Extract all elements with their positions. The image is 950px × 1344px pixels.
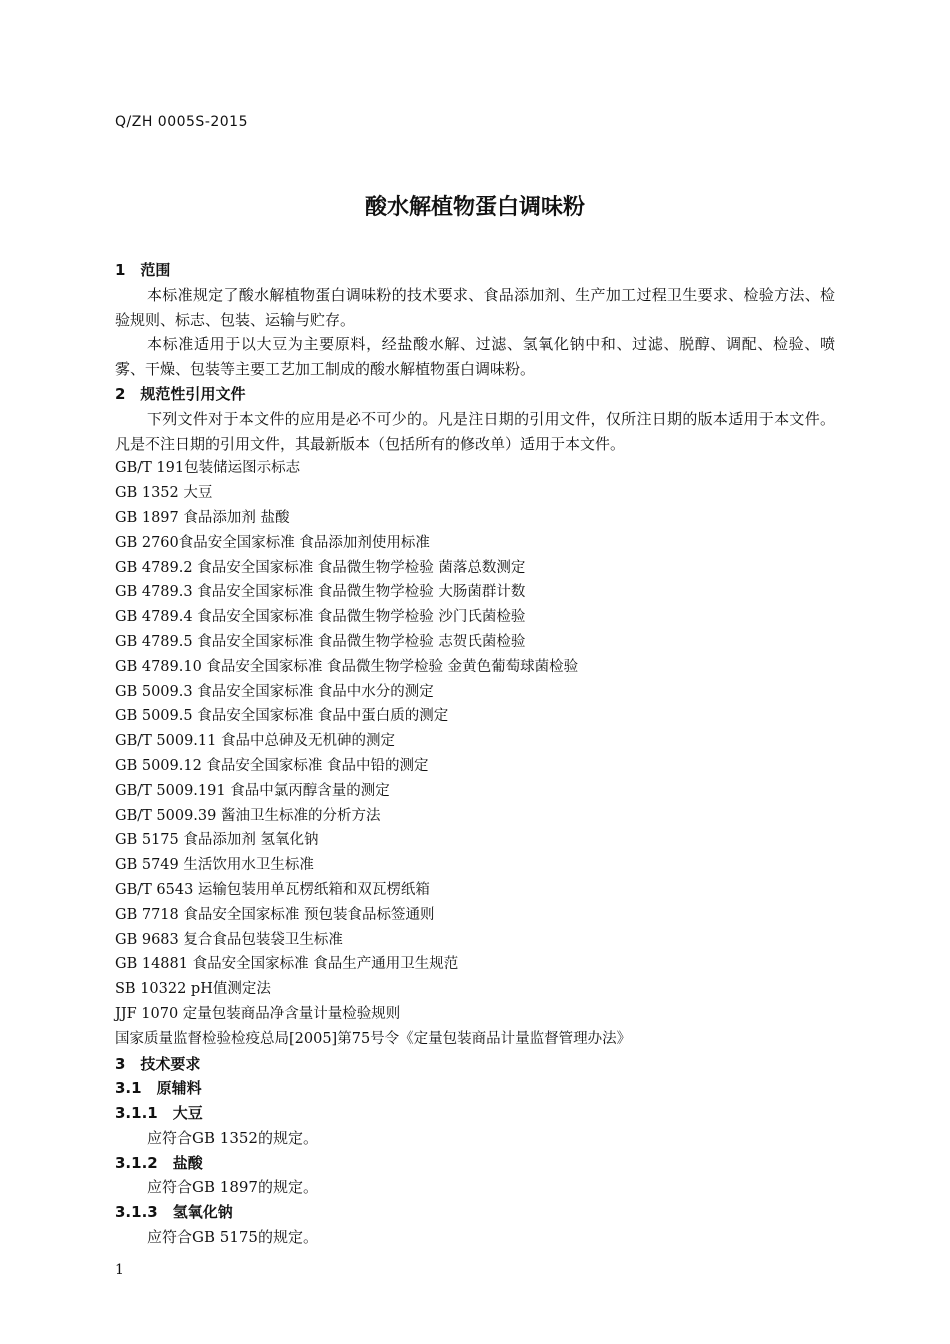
reference-item: SB 10322 pH值测定法	[115, 981, 271, 998]
reference-item: JJF 1070 定量包装商品净含量计量检验规则	[115, 1005, 401, 1022]
section-3-1-2-heading: 3.1.2 盐酸	[115, 1153, 203, 1172]
section-3-1-2-text: 应符合GB 1897的规定。	[147, 1178, 318, 1197]
reference-item: GB 4789.4 食品安全国家标准 食品微生物学检验 沙门氏菌检验	[115, 609, 526, 626]
document-body	[115, 258, 835, 1250]
reference-item: 国家质量监督检验检疫总局[2005]第75号令《定量包装商品计量监督管理办法》	[115, 1030, 632, 1047]
document-title: 酸水解植物蛋白调味粉	[364, 195, 585, 220]
section-3-1-1-heading: 3.1.1 大豆	[115, 1104, 203, 1123]
reference-item: GB/T 191包装储运图示标志	[115, 460, 301, 477]
reference-item: GB 4789.2 食品安全国家标准 食品微生物学检验 菌落总数测定	[115, 559, 526, 576]
reference-item: GB 5009.3 食品安全国家标准 食品中水分的测定	[115, 683, 434, 700]
reference-item: GB 4789.3 食品安全国家标准 食品微生物学检验 大肠菌群计数	[115, 584, 526, 601]
reference-item: GB 5009.12 食品安全国家标准 食品中铅的测定	[115, 757, 429, 774]
reference-list	[115, 456, 835, 1051]
section-2-heading: 2 规范性引用文件	[115, 384, 246, 403]
section-1-paragraph-1: 本标准规定了酸水解植物蛋白调味粉的技术要求、食品添加剂、生产加工过程卫生要求、检验方法、检验规则、标志、包装、运输与贮存。	[115, 285, 835, 329]
standard-code: Q/ZH 0005S-2015	[115, 114, 249, 130]
reference-item: GB 5175 食品添加剂 氢氧化钠	[115, 832, 319, 849]
section-3-1-1-text: 应符合GB 1352的规定。	[147, 1128, 318, 1147]
reference-item: GB 9683 复合食品包装袋卫生标准	[115, 931, 343, 948]
reference-item: GB 2760食品安全国家标准 食品添加剂使用标准	[115, 534, 430, 551]
reference-item: GB/T 5009.39 酱油卫生标准的分析方法	[115, 807, 381, 824]
section-1-heading: 1 范围	[115, 261, 171, 279]
reference-item: GB 5749 生活饮用水卫生标准	[115, 857, 314, 874]
reference-item: GB 14881 食品安全国家标准 食品生产通用卫生规范	[115, 956, 459, 973]
reference-item: GB 7718 食品安全国家标准 预包装食品标签通则	[115, 906, 435, 923]
section-3-1-heading: 3.1 原辅料	[115, 1079, 202, 1098]
section-3-1-3-heading: 3.1.3 氢氧化钠	[115, 1203, 233, 1222]
page-number: 1	[115, 1262, 124, 1278]
section-3-1-3-text: 应符合GB 5175的规定。	[147, 1228, 318, 1247]
reference-item: GB/T 5009.11 食品中总砷及无机砷的测定	[115, 733, 395, 750]
reference-item: GB 1897 食品添加剂 盐酸	[115, 509, 290, 526]
reference-item: GB 5009.5 食品安全国家标准 食品中蛋白质的测定	[115, 708, 449, 725]
section-1-paragraph-2: 本标准适用于以大豆为主要原料，经盐酸水解、过滤、氢氧化钠中和、过滤、脱醇、调配、检验、喷雾、干燥、包装等主要工艺加工制成的酸水解植物蛋白调味粉。	[115, 335, 835, 379]
reference-item: GB 4789.5 食品安全国家标准 食品微生物学检验 志贺氏菌检验	[115, 633, 526, 650]
section-2-paragraph: 下列文件对于本文件的应用是必不可少的。凡是注日期的引用文件，仅所注日期的版本适用于本文件。凡是不注日期的引用文件，其最新版本（包括所有的修改单）适用于本文件。	[115, 409, 835, 453]
section-3-heading: 3 技术要求	[115, 1054, 201, 1073]
reference-item: GB/T 5009.191 食品中氯丙醇含量的测定	[115, 782, 390, 799]
reference-item: GB 1352 大豆	[115, 485, 213, 502]
reference-item: GB 4789.10 食品安全国家标准 食品微生物学检验 金黄色葡萄球菌检验	[115, 658, 579, 675]
reference-item: GB/T 6543 运输包装用单瓦楞纸箱和双瓦楞纸箱	[115, 881, 430, 898]
